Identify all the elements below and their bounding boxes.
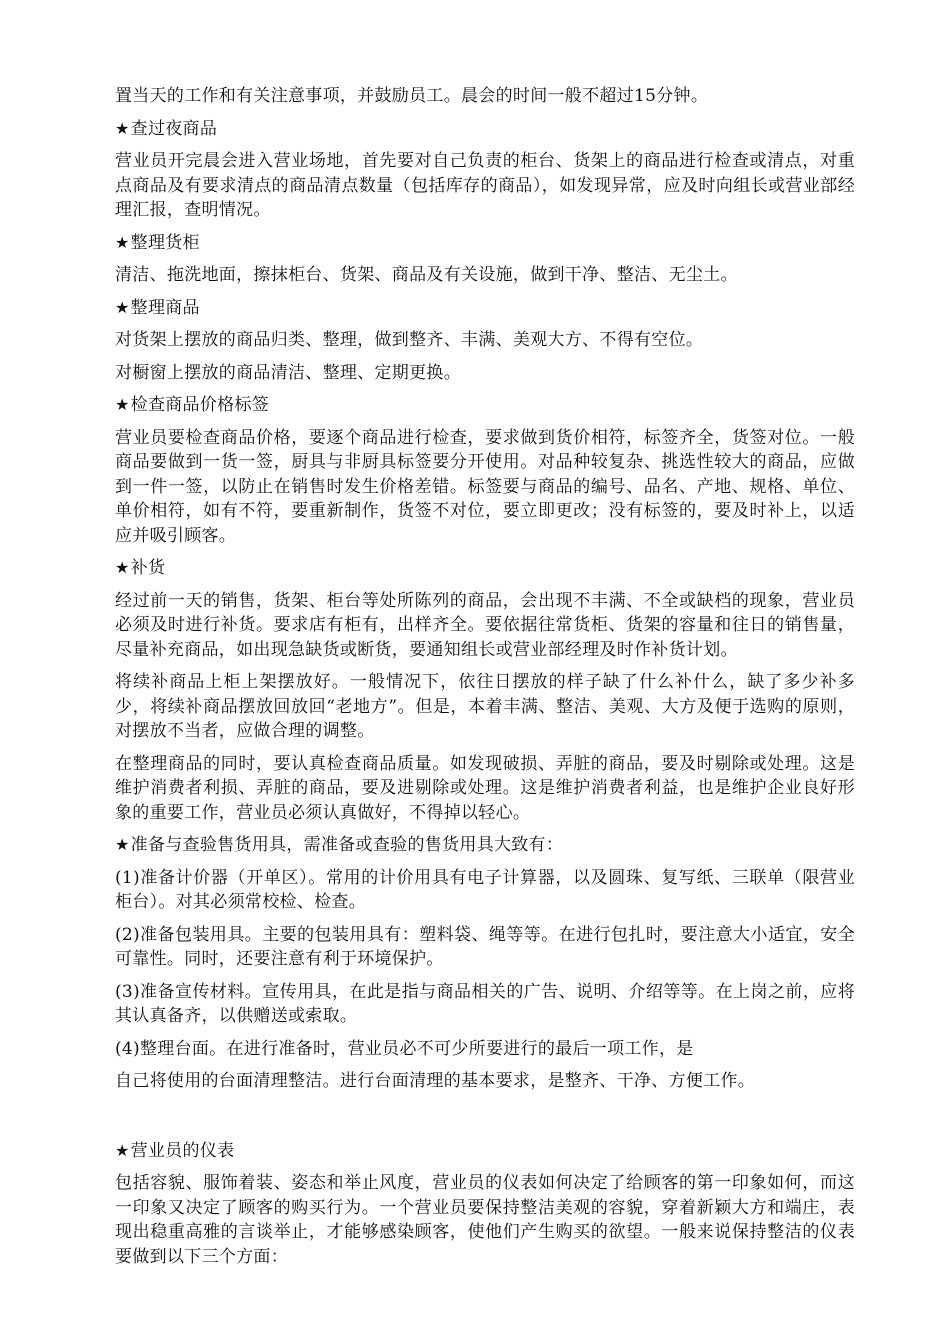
paragraph: 自己将使用的台面清理整洁。进行台面清理的基本要求，是整齐、干净、方便工作。: [115, 1071, 756, 1091]
paragraph: 经过前一天的销售，货架、柜台等处所陈列的商品，会出现不丰满、不全或缺档的现象，营业员必须及时进行补货。要求店有柜有，出样齐全。要依据往常货柜、货架的容量和往日的销售量，尽量补充商品，如出现急缺货或断货，要通知组长或营业部经理及时作补货计划。: [115, 590, 855, 660]
section-heading: [115, 117, 855, 142]
document-body: [115, 84, 855, 1277]
section-heading: [115, 556, 855, 581]
star-icon: ★: [115, 558, 130, 577]
heading-text: 准备与查验售货用具，需准备或查验的售货用具大致有：: [130, 835, 564, 855]
star-icon: ★: [115, 297, 130, 317]
section-heading: [115, 393, 855, 418]
heading-text: 检查商品价格标签: [130, 395, 270, 415]
star-icon: ★: [115, 232, 130, 252]
star-icon: ★: [115, 835, 130, 854]
paragraph: 包括容貌、服饰着装、姿态和举止风度，营业员的仪表如何决定了给顾客的第一印象如何，而这一印象又决定了顾客的购买行为。一个营业员要保持整洁美观的容貌，穿着新颖大方和端庄，表现出稳重高雅的言谈举止，才能够感染顾客，使他们产生购买的欲望。一般来说保持整洁的仪表要做到以下三个方面：: [115, 1173, 855, 1267]
star-icon: ★: [115, 118, 130, 138]
list-item: (1)准备计价器（开单区）。常用的计价用具有电子计算器，以及圆珠、复写纸、三联单（限营业柜台）。对其必须常校检、检查。: [115, 867, 855, 912]
paragraph: 对橱窗上摆放的商品清洁、整理、定期更换。: [115, 362, 461, 383]
section-heading: [115, 231, 855, 256]
paragraph: 营业员开完晨会进入营业场地，首先要对自己负责的柜台、货架上的商品进行检查或清点，对重点商品及有要求清点的商品清点数量（包括库存的商品），如发现异常，应及时向组长或营业部经理汇报，查明情况。: [115, 151, 855, 220]
list-item: (3)准备宣传材料。宣传用具，在此是指与商品相关的广告、说明、介绍等等。在上岗之前，应将其认真备齐，以供赠送或索取。: [115, 981, 855, 1026]
paragraph: 清洁、拖洗地面，擦抹柜台、货架、商品及有关设施，做到干净、整洁、无尘土。: [115, 265, 738, 285]
heading-text: 整理商品: [130, 297, 200, 318]
list-item: (2)准备包装用具。主要的包装用具有：塑料袋、绳等等。在进行包扎时，要注意大小适宜，安全可靠性。同时，还要注意有利于环境保护。: [115, 924, 855, 969]
heading-text: 营业员的仪表: [130, 1140, 235, 1161]
heading-text: 查过夜商品: [130, 118, 218, 139]
paragraph: 对货架上摆放的商品归类、整理，做到整齐、丰满、美观大方、不得有空位。: [115, 330, 704, 350]
paragraph: 将续补商品上柜上架摆放好。一般情况下，依往日摆放的样子缺了什么补什么，缺了多少补多少，将续补商品摆放回放回“老地方”。但是，本着丰满、整洁、美观、大方及便于选购的原则，对摆放不当者，应做合理的调整。: [115, 672, 855, 741]
star-icon: ★: [115, 395, 130, 414]
paragraph: 营业员要检查商品价格，要逐个商品进行检查，要求做到货价相符，标签齐全，货签对位。一般商品要做到一货一签，厨具与非厨具标签要分开使用。对品种较复杂、挑选性较大的商品，应做到一件一签，以防止在销售时发生价格差错。标签要与商品的编号、品名、产地、规格、单位、单价相符，如有不符，要重新制作，货签不对位，要立即更改；没有标签的，要及时补上，以适应并吸引顾客。: [115, 427, 855, 546]
section-heading: [115, 833, 855, 858]
section-heading: [115, 296, 855, 321]
section-heading: [115, 1139, 855, 1164]
heading-text: 补货: [130, 558, 166, 578]
heading-text: 整理货柜: [130, 232, 200, 253]
section-spacer: [115, 1102, 855, 1139]
paragraph: 置当天的工作和有关注意事项，并鼓励员工。晨会的时间一般不超过15分钟。: [115, 86, 709, 106]
list-item: (4)整理台面。在进行准备时，营业员必不可少所要进行的最后一项工作，是: [115, 1038, 694, 1059]
paragraph: 在整理商品的同时，要认真检查商品质量。如发现破损、弄脏的商品，要及时剔除或处理。这是维护消费者利损、弄脏的商品，要及进剔除或处理。这是维护消费者利益，也是维护企业良好形象的重要工作，营业员必须认真做好，不得掉以轻心。: [115, 753, 855, 823]
star-icon: ★: [115, 1140, 130, 1160]
